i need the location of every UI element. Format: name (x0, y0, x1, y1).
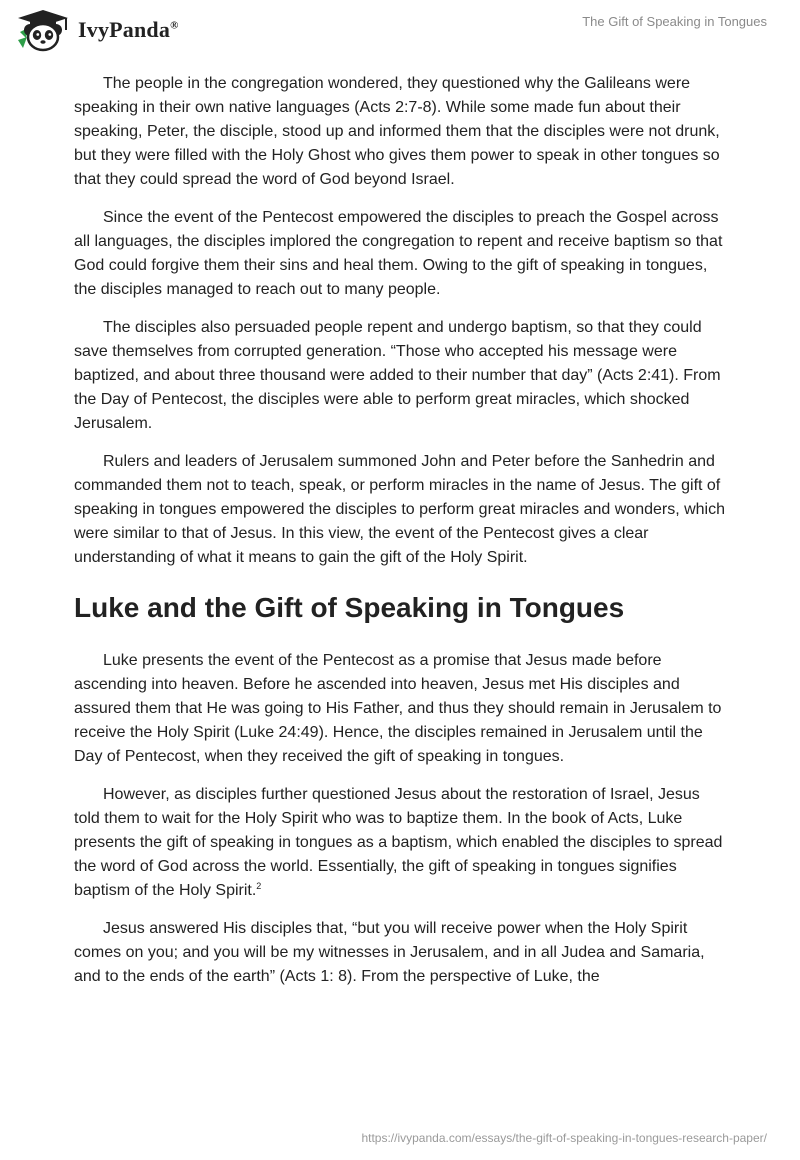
article-body (74, 72, 728, 1003)
brand-name: IvyPanda® (78, 17, 179, 42)
footnote-ref[interactable]: 2 (256, 881, 262, 891)
paragraph: Since the event of the Pentecost empowered the disciples to preach the Gospel across all languages, the disciples implored the congregation to repent and receive baptism so that God could forgive them their sins and heal them. Owing to the gift of speaking in tongues, the disciples managed to reach out to many people. (74, 209, 723, 298)
paragraph: Jesus answered His disciples that, “but you will receive power when the Holy Spirit comes on you; and you will be my witnesses in Jerusalem, and in all Judea and Samaria, and to the ends of the earth” (Acts 1: 8). From the perspective of Luke, the (74, 920, 705, 985)
paragraph (74, 783, 728, 903)
section-heading: Luke and the Gift of Speaking in Tongues (74, 592, 625, 623)
paragraph: The people in the congregation wondered, they questioned why the Galileans were speaking in their own native languages (Acts 2:7-8). While some made fun about their speaking, Peter, the disciple, stood up and informed them that the disciples were not drunk, but they were filled with the Holy Ghost who gives them power to speak in other tongues so that they could spread the word of God beyond Israel. (74, 75, 720, 188)
ivypanda-logo[interactable] (14, 8, 179, 52)
document-title: The Gift of Speaking in Tongues (582, 14, 767, 29)
paragraph-text: However, as disciples further questioned Jesus about the restoration of Israel, Jesus told them to wait for the Holy Spirit who was to baptize them. In the book of Acts, Luke presents the gift of speaking in tongues as a baptism, which enabled the disciples to spread the word of God across the world. Essentially, the gift of speaking in tongues signifies baptism of the Holy Spirit. (74, 786, 723, 899)
paragraph: The disciples also persuaded people repent and undergo baptism, so that they could save themselves from corrupted generation. “Those who accepted his message were baptized, and about three thousand were added to their number that day” (Acts 2:41). From the Day of Pentecost, the disciples were able to perform great miracles, which shocked Jerusalem. (74, 319, 721, 432)
panda-graduate-icon (14, 8, 72, 52)
paragraph: Rulers and leaders of Jerusalem summoned John and Peter before the Sanhedrin and commanded them not to teach, speak, or perform miracles in the name of Jesus. The gift of speaking in tongues empowered the disciples to perform great miracles and wonders, which were similar to that of Jesus. In this view, the event of the Pentecost gives a clear understanding of what it means to gain the gift of the Holy Spirit. (74, 453, 726, 566)
footer-url[interactable]: https://ivypanda.com/essays/the-gift-of-speaking-in-tongues-research-paper/ (361, 1131, 767, 1145)
paragraph: Luke presents the event of the Pentecost as a promise that Jesus made before ascending into heaven. Before he ascended into heaven, Jesus met His disciples and assured them that He was going to His Father, and thus they should remain in Jerusalem to receive the Holy Spirit (Luke 24:49). Hence, the disciples remained in Jerusalem until the Day of Pentecost, when they received the gift of speaking in tongues. (74, 652, 722, 765)
page-header (0, 0, 800, 60)
